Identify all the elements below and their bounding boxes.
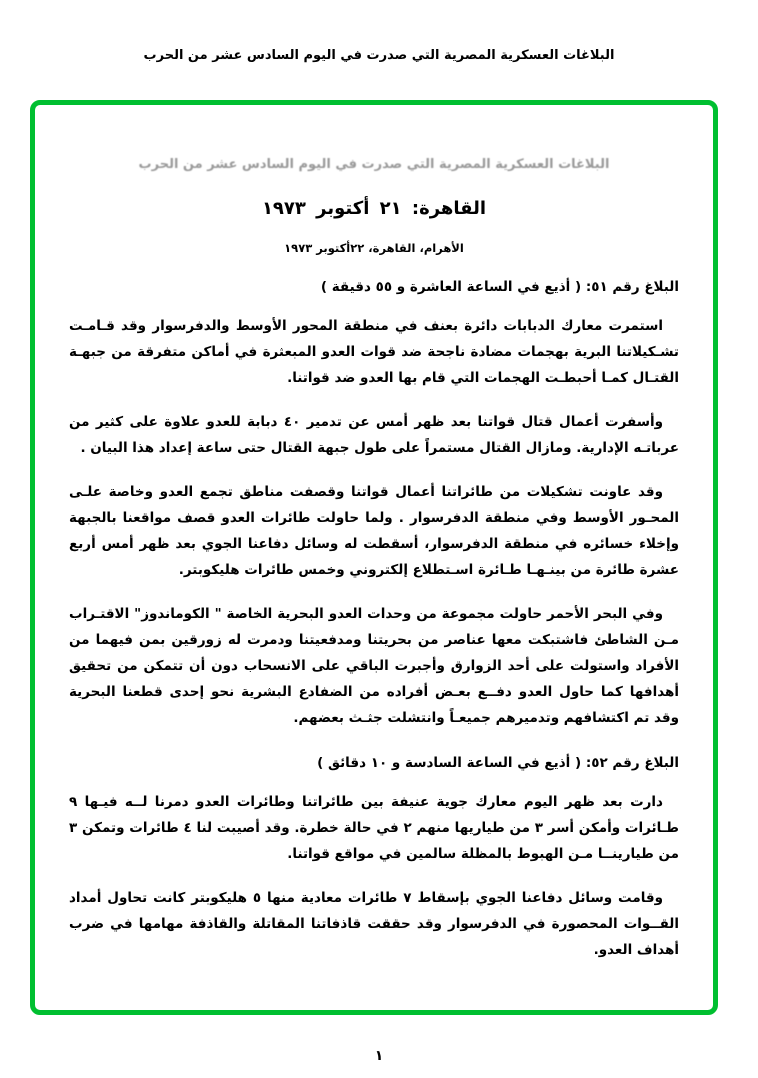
bulletin-paragraph: وفي البحر الأحمر حاولت مجموعة من وحدات العدو البحرية الخاصة " الكوماندوز" الاقتـراب مـن الشاطئ فاشتبكت معها عناصر من بحريتنا ومدفعيتنا ودمرت له زورقين بمن فيهما من الأفراد واستولت على أحد الزوارق وأجبرت الباقي على الانسحاب دون أن تتمكن من تحقيق أهدافها كما حاول العدو دفــع بعـض أفراده من الضفادع البشرية نحو إحدى قطعنا البحرية وقد تم اكتشافهم وتدميرهم جميعـاً وانتشلت جثـث بعضهم. <box>69 606 679 726</box>
bulletin-paragraph: دارت بعد ظهر اليوم معارك جوية عنيفة بين طائراتنا وطائرات العدو دمرنا لــه فيـها ٩ طـائرات وأمكن أسر ٣ من طياريها منهم ٢ في حالة خطرة. وقد أصيبت لنا ٤ طائرات وتمكن ٣ من طيارينــا مـن الهبوط بالمظلة سالمين في مواقع قواتنا. <box>69 794 679 862</box>
bulletin-paragraph: وقد عاونت تشكيلات من طائراتنا أعمال قواتنا وقصفت مناطق تجمع العدو وخاصة علـى المحـور الأوسط وفي منطقة الدفرسوار . ولما حاولت طائرات العدو قصف مواقعنا بالجبهة وإخلاء خسائره في منطقة الدفرسوار، أسقطت له وسائل دفاعنا الجوي بعد ظهر أمس أربع عشرة طائرة من بينـهـا طـائرة اسـتطلاع إلكتروني وخمس طائرات هليكوبتر. <box>69 484 679 578</box>
bulletin-51-section <box>69 279 679 731</box>
bulletin-52-heading: البلاغ رقم ٥٢: ( أذيع في الساعة السادسة و ١٠ دقائق ) <box>317 755 679 771</box>
page-number: ١ <box>374 1048 384 1064</box>
bulletin-51-heading: البلاغ رقم ٥١: ( أذيع في الساعة العاشرة و ٥٥ دقيقة ) <box>320 279 679 295</box>
dateline-heading: القاهرة: ٢١ أكتوبر ١٩٧٣ <box>261 198 487 219</box>
bulletin-paragraph: وقامت وسائل دفاعنا الجوي بإسقاط ٧ طائرات معادية منها ٥ هليكوبتر كانت تحاول أمداد القــوات المحصورة في الدفرسوار وقد حققت قاذفاتنا المقاتلة والقاذفة مهامها في ضرب أهداف العدو. <box>69 890 679 958</box>
watermark-title: البلاغات العسكرية المصرية التي صدرت في اليوم السادس عشر من الحرب <box>138 157 610 172</box>
bulletin-paragraph: وأسفرت أعمال قتال قواتنا بعد ظهر أمس عن تدمير ٤٠ دبابة للعدو علاوة على كثير من عرباتـه الإدارية. ومازال القتال مستمراً على طول جبهة القتال حتى ساعة إعداد هذا البيان . <box>69 414 679 456</box>
page-header-title: البلاغات العسكرية المصرية التي صدرت في اليوم السادس عشر من الحرب <box>143 48 615 63</box>
source-citation: الأهرام، القاهرة، ٢٢أكتوبر ١٩٧٣ <box>284 241 464 255</box>
bulletin-52-section <box>69 755 679 963</box>
bulletin-paragraph: استمرت معارك الدبابات دائرة بعنف في منطقة المحور الأوسط والدفرسوار وقد قـامـت تشـكيلاتنا البرية بهجمات مضادة ناجحة ضد قوات العدو المبعثرة في أماكن متفرقة من جبهـة القتـال كمـا أحبطـت الهجمات التي قام بها العدو ضد قواتنا. <box>69 318 679 386</box>
content-border-box <box>30 100 718 1015</box>
